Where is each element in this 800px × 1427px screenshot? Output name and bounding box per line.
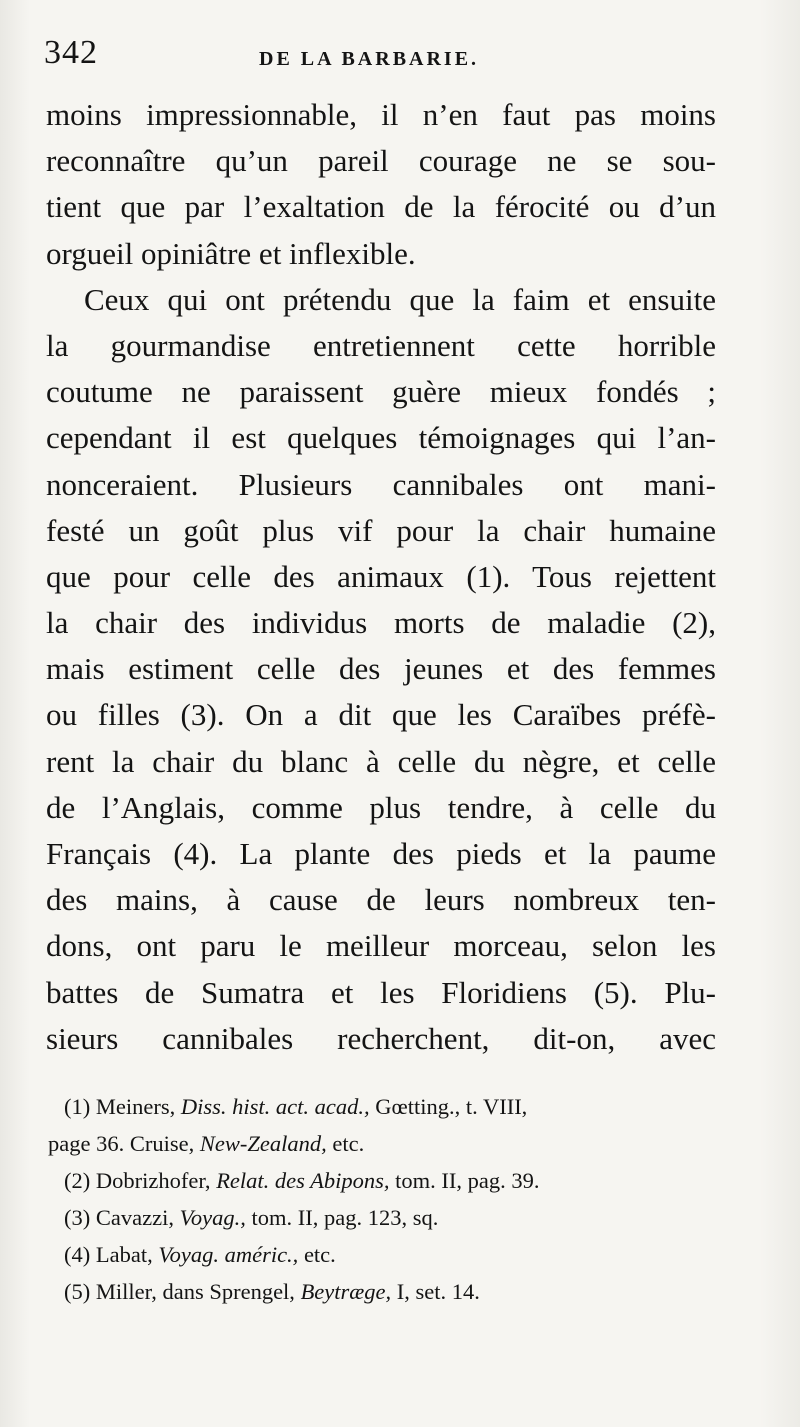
footnote-1 <box>48 1088 728 1125</box>
footnote-mark: (2) <box>64 1168 91 1193</box>
footnote-author: Miller, dans Sprengel, <box>95 1279 295 1304</box>
text-line: Ceux qui ont prétendu que la faim et ensuite <box>84 281 716 317</box>
footnote-mark: (3) <box>64 1205 91 1230</box>
footnote-4 <box>48 1236 728 1273</box>
footnote-3 <box>48 1199 728 1236</box>
footnote-title: Voyag. améric., <box>158 1242 299 1267</box>
footnote-2 <box>48 1162 728 1199</box>
footnote-mark: (5) <box>64 1279 91 1304</box>
footnote-author: Dobrizhofer, <box>95 1168 211 1193</box>
footnote-title: Voyag., <box>179 1205 246 1230</box>
text-line: de l’Anglais, comme plus tendre, à celle du <box>46 789 716 825</box>
text-line: festé un goût plus vif pour la chair humaine <box>46 512 716 548</box>
footnote-mark: (1) <box>64 1094 91 1119</box>
text-line: ou filles (3). On a dit que les Caraïbes préfè- <box>46 697 716 733</box>
text-line: tient que par l’exaltation de la férocité ou d’un <box>46 189 716 225</box>
footnote-title: Diss. hist. act. acad., <box>180 1094 370 1119</box>
footnote-1-continued <box>48 1125 728 1162</box>
text-line: des mains, à cause de leurs nombreux ten- <box>46 882 716 918</box>
footnote-rest: etc. <box>332 1131 365 1156</box>
footnote-rest: I, set. 14. <box>396 1279 480 1304</box>
body-text <box>46 92 716 1062</box>
footnote-rest: page 36. Cruise, <box>48 1131 195 1156</box>
footnote-mark: (4) <box>64 1242 91 1267</box>
text-line: battes de Sumatra et les Floridiens (5). Plu- <box>46 974 716 1010</box>
text-line: la gourmandise entretiennent cette horrible <box>46 327 716 363</box>
text-line: Français (4). La plante des pieds et la paume <box>46 836 716 871</box>
footnote-author: Labat, <box>95 1242 153 1267</box>
footnote-rest: Gœtting., t. VIII, <box>375 1094 528 1119</box>
running-head: DE LA BARBARIE. <box>259 48 480 70</box>
text-line: moins impressionnable, il n’en faut pas moins <box>46 97 716 132</box>
text-line: dons, ont paru le meilleur morceau, selon les <box>46 928 716 964</box>
footnote-title: Relat. des Abipons, <box>216 1168 390 1193</box>
text-line: sieurs cannibales recherchent, dit-on, avec <box>46 1020 716 1056</box>
text-line: reconnaître qu’un pareil courage ne se sou- <box>46 143 716 179</box>
text-line: cependant il est quelques témoignages qui l’an- <box>46 420 716 456</box>
text-line: rent la chair du blanc à celle du nègre, et celle <box>46 743 716 779</box>
text-line: la chair des individus morts de maladie (2), <box>46 605 716 641</box>
footnote-title: New-Zealand, <box>199 1131 327 1156</box>
text-line: orgueil opiniâtre et inflexible. <box>46 235 416 271</box>
text-line: que pour celle des animaux (1). Tous rejettent <box>46 558 716 594</box>
footnote-author: Cavazzi, <box>95 1205 174 1230</box>
footnotes <box>48 1088 728 1310</box>
footnote-rest: tom. II, pag. 39. <box>395 1168 540 1193</box>
footnote-title: Beytræge, <box>300 1279 392 1304</box>
text-line: mais estiment celle des jeunes et des femmes <box>46 651 716 687</box>
footnote-rest: tom. II, pag. 123, sq. <box>251 1205 439 1230</box>
footnote-author: Meiners, <box>95 1094 176 1119</box>
footnote-rest: etc. <box>303 1242 336 1267</box>
text-line: nonceraient. Plusieurs cannibales ont mani- <box>46 466 716 502</box>
text-line: coutume ne paraissent guère mieux fondés ; <box>46 374 716 410</box>
page-number: 342 <box>44 34 98 71</box>
page-header <box>44 34 730 78</box>
footnote-5 <box>48 1273 728 1310</box>
